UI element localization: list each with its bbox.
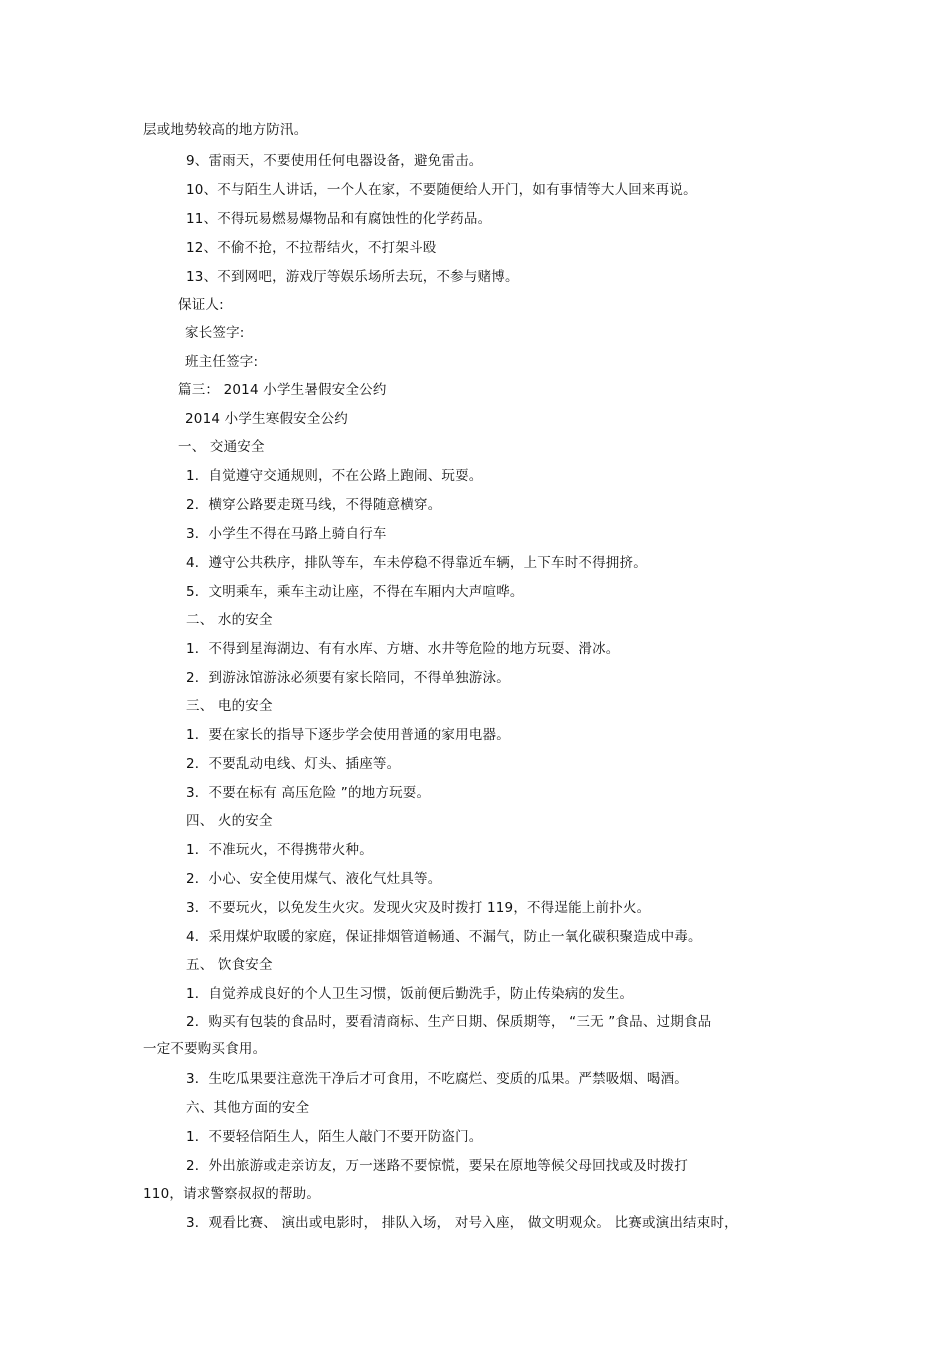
section-heading: 五、 饮食安全 <box>186 957 273 973</box>
text-line: 1．不准玩火，不得携带火种。 <box>186 842 373 858</box>
text-line: 2．外出旅游或走亲访友，万一迷路不要惊慌，要呆在原地等候父母回找或及时拨打 <box>186 1158 688 1174</box>
section-heading: 三、 电的安全 <box>186 698 273 714</box>
section-title: 2014 小学生寒假安全公约 <box>185 411 348 427</box>
text-line: 保证人: <box>178 297 224 313</box>
text-line: 4．遵守公共秩序，排队等车，车未停稳不得靠近车辆，上下车时不得拥挤。 <box>186 555 647 571</box>
section-heading: 四、 火的安全 <box>186 813 273 829</box>
text-line: 1．不得到星海湖边、有有水库、方塘、水井等危险的地方玩耍、滑冰。 <box>186 641 620 657</box>
text-line: 2．横穿公路要走斑马线，不得随意横穿。 <box>186 497 442 513</box>
text-line: 4．采用煤炉取暖的家庭，保证排烟管道畅通、不漏气，防止一氧化碳积聚造成中毒。 <box>186 929 702 945</box>
section-heading: 二、 水的安全 <box>186 612 273 628</box>
text-line: 班主任签字: <box>185 354 259 370</box>
text-line: 2．到游泳馆游泳必须要有家长陪同，不得单独游泳。 <box>186 670 510 686</box>
text-line: 1．自觉遵守交通规则，不在公路上跑闹、玩耍。 <box>186 468 483 484</box>
text-line: 11、不得玩易燃易爆物品和有腐蚀性的化学药品。 <box>186 211 492 227</box>
text-line: 2．不要乱动电线、灯头、插座等。 <box>186 756 401 772</box>
text-line: 1．自觉养成良好的个人卫生习惯，饭前便后勤洗手，防止传染病的发生。 <box>186 986 634 1002</box>
text-line: 3．不要玩火，以免发生火灾。发现火灾及时拨打 119，不得逞能上前扑火。 <box>186 900 651 916</box>
text-line: 2．购买有包装的食品时，要看清商标、生产日期、保质期等， “三无 ”食品、过期食品 <box>186 1014 712 1030</box>
text-line: 1．不要轻信陌生人，陌生人敲门不要开防盗门。 <box>186 1129 483 1145</box>
text-line: 5．文明乘车，乘车主动让座，不得在车厢内大声喧哗。 <box>186 584 524 600</box>
text-line: 家长签字: <box>185 325 245 341</box>
text-line: 12、不偷不抢，不拉帮结火，不打架斗殴 <box>186 240 437 256</box>
text-line: 2．小心、安全使用煤气、液化气灶具等。 <box>186 871 442 887</box>
text-line: 3．不要在标有 高压危险 ”的地方玩耍。 <box>186 785 431 801</box>
text-line: 13、不到网吧，游戏厅等娱乐场所去玩，不参与赌博。 <box>186 269 519 285</box>
section-heading: 六、其他方面的安全 <box>186 1100 310 1116</box>
text-line: 1．要在家长的指导下逐步学会使用普通的家用电器。 <box>186 727 510 743</box>
section-heading: 一、 交通安全 <box>178 439 265 455</box>
text-line: 3．小学生不得在马路上骑自行车 <box>186 526 387 542</box>
text-line: 3．观看比赛、 演出或电影时， 排队入场， 对号入座， 做文明观众。 比赛或演出结束时， <box>186 1215 738 1231</box>
text-line: 110，请求警察叔叔的帮助。 <box>143 1186 321 1202</box>
text-line: 层或地势较高的地方防汛。 <box>143 122 308 138</box>
text-line: 9、雷雨天，不要使用任何电器设备，避免雷击。 <box>186 153 483 169</box>
text-line: 10、不与陌生人讲话，一个人在家，不要随便给人开门，如有事情等大人回来再说。 <box>186 182 697 198</box>
text-line: 一定不要购买食用。 <box>143 1041 267 1057</box>
section-title: 篇三： 2014 小学生暑假安全公约 <box>178 382 387 398</box>
text-line: 3．生吃瓜果要注意洗干净后才可食用，不吃腐烂、变质的瓜果。严禁吸烟、喝酒。 <box>186 1071 688 1087</box>
